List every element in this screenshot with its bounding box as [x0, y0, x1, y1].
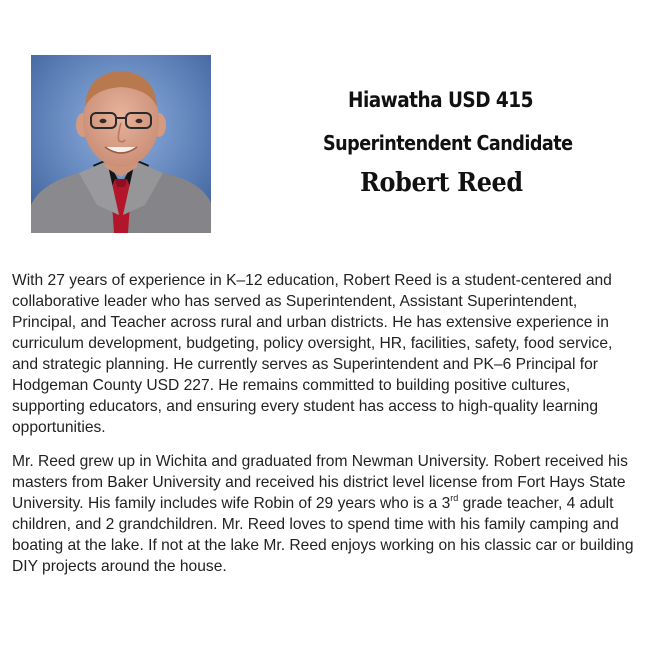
district-heading: Hiawatha USD 415 — [348, 88, 533, 112]
candidate-name: Robert Reed — [360, 168, 523, 198]
bio-paragraph-2 — [12, 451, 642, 577]
ordinal-suffix: rd — [450, 492, 459, 503]
bio-paragraph-2-end: grade teacher, 4 adult children, and 2 grandchildren. Mr. Reed loves to spend time with his family camping and boating at the lake. If not at the lake Mr. Reed enjoys working on his classic car or building DIY projects around the house. — [12, 495, 634, 575]
bio-paragraph-2-start: Mr. Reed grew up in Wichita and graduated from Newman University. Robert received his masters from Baker University and received his district level license from Fort Hays State University. His family includes wife Robin of 29 years who is a 3 — [12, 453, 628, 512]
bio-paragraph-1: With 27 years of experience in K–12 education, Robert Reed is a student-centered and collaborative leader who has served as Superintendent, Assistant Superintendent, Principal, and Teacher across rural and urban districts. He has extensive experience in curriculum development, budgeting, policy oversight, HR, facilities, safety, food service, and strategic planning. He currently serves as Superintendent and PK–6 Principal for Hodgeman County USD 227. He remains committed to building positive cultures, supporting educators, and ensuring every student has access to high-quality learning opportunities. — [12, 272, 613, 436]
role-heading: Superintendent Candidate — [323, 131, 573, 155]
bio-section — [12, 270, 642, 590]
portrait-image — [31, 55, 211, 233]
candidate-photo — [31, 55, 211, 233]
